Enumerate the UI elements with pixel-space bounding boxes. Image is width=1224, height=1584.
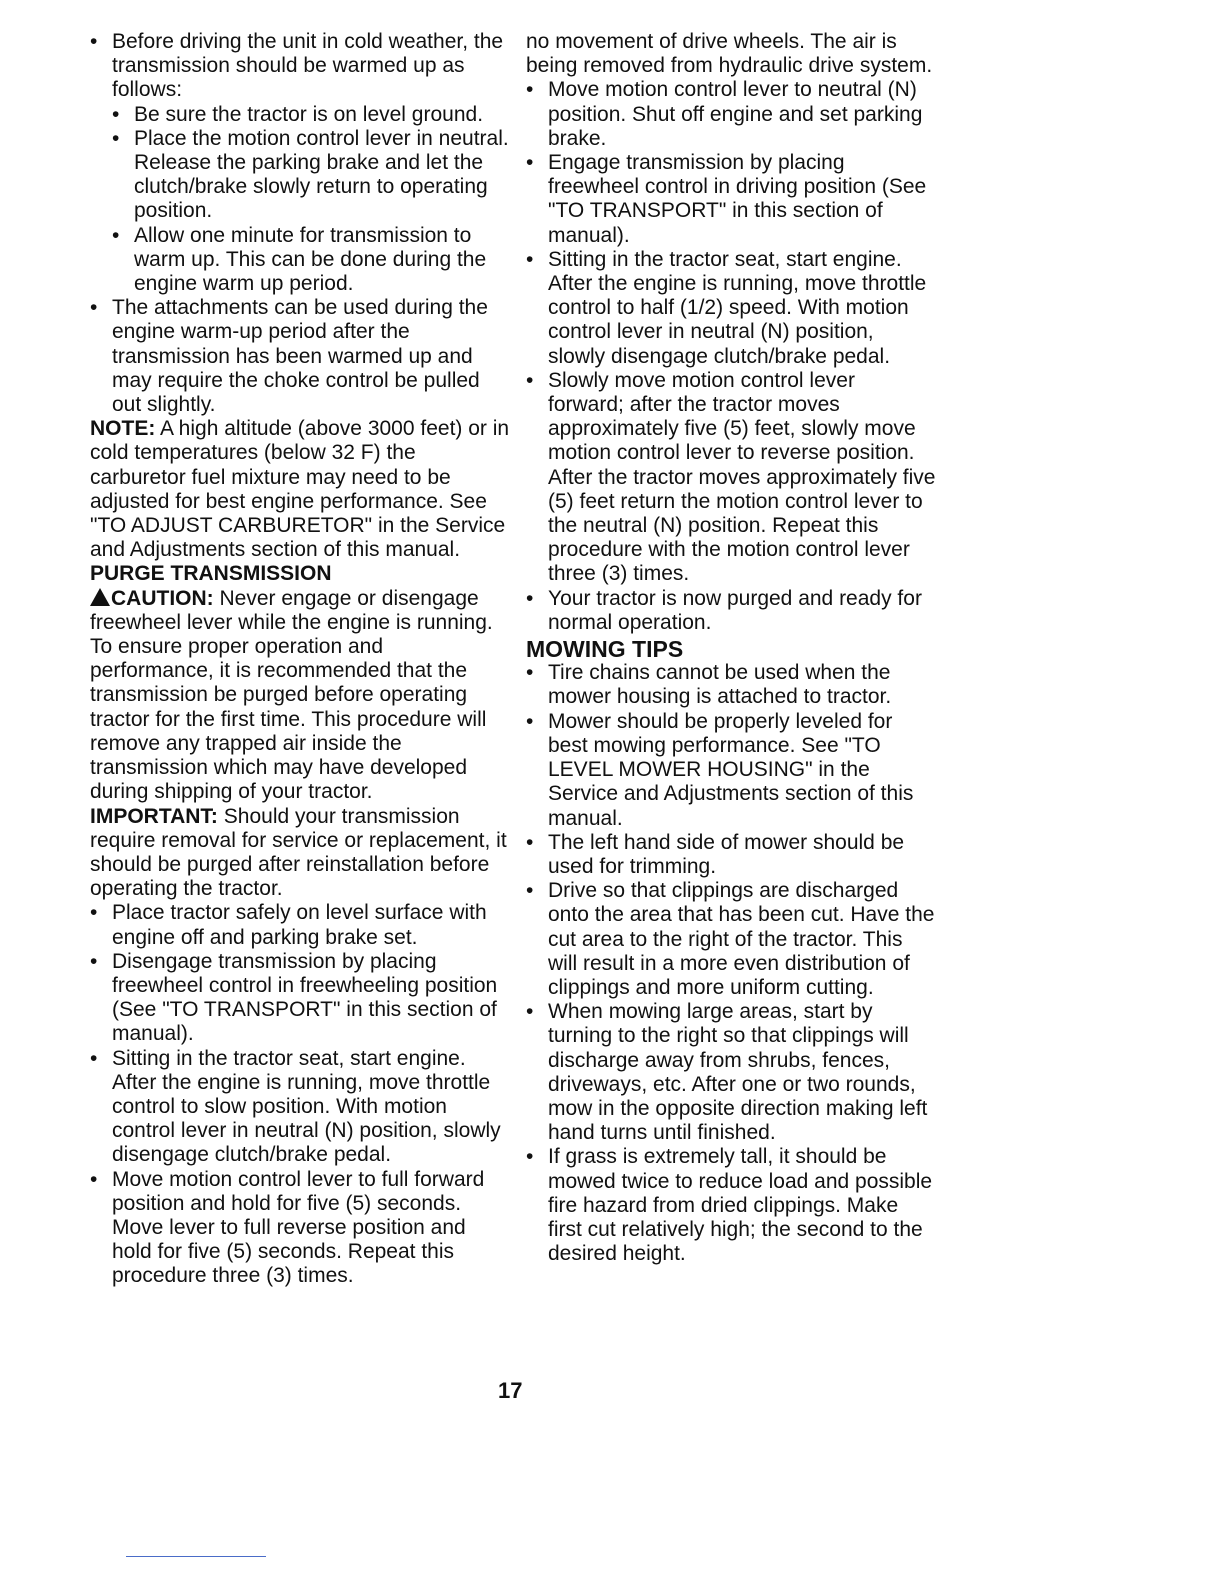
- list-item: [90, 901, 510, 949]
- purge-steps-list: [90, 901, 510, 1288]
- list-item-text: When mowing large areas, start by turning to the right so that clippings will discharge away from shrubs, fences, driveways, etc. After one or two rounds, mow in the opposite direction making left hand turns until finished.: [548, 1000, 928, 1145]
- list-item-text: Engage transmission by placing freewheel control in driving position (See "TO TRANSPORT" in this section of manual).: [548, 151, 927, 247]
- list-item-text: Slowly move motion control lever forward; after the tractor moves approximately five (5) feet, slowly move motion control lever to reverse position. After the tractor moves approximately five (5) feet return the motion control lever to the neutral (N) position. Repeat this procedure with the motion control lever three (3) times.: [548, 368, 936, 586]
- list-item-text: If grass is extremely tall, it should be mowed twice to reduce load and possible fire hazard from dried clippings. Make first cut relatively high; the second to the desired height.: [548, 1145, 933, 1266]
- sub-list-item: [90, 103, 510, 127]
- list-item: [526, 831, 936, 879]
- important-paragraph: [90, 805, 510, 902]
- caution-label: CAUTION:: [111, 586, 214, 610]
- caution-text: Never engage or disengage freewheel lever while the engine is running.: [90, 586, 493, 634]
- list-item-text: Sitting in the tractor seat, start engine. After the engine is running, move throttle control to half (1/2) speed. With motion control lever in neutral (N) position, slowly disengage clutch/brake pedal.: [548, 247, 927, 368]
- warning-triangle-icon: [90, 588, 110, 606]
- continued-text: no movement of drive wheels. The air is being removed from hydraulic drive system.: [526, 30, 933, 78]
- list-item-text: The left hand side of mower should be used for trimming.: [548, 830, 905, 878]
- mowing-tips-list: [526, 661, 936, 1266]
- page-number: 17: [498, 1378, 523, 1403]
- list-item-text: Allow one minute for transmission to warm up. This can be done during the engine warm up period.: [134, 223, 487, 296]
- list-item: [90, 1047, 510, 1168]
- note-text: A high altitude (above 3000 feet) or in cold temperatures (below 32 F) the carburetor fuel mixture may need to be adjusted for best engine performance. See "TO ADJUST CARBURETOR" in the Service and Adjustments section of this manual.: [90, 417, 510, 562]
- mowing-tips-heading: MOWING TIPS: [526, 636, 684, 663]
- important-label: IMPORTANT:: [90, 804, 218, 828]
- list-item: [90, 30, 510, 103]
- list-item-text: Tire chains cannot be used when the mower housing is attached to tractor.: [548, 661, 892, 709]
- left-column: [90, 30, 510, 1289]
- note-paragraph: [90, 417, 510, 562]
- purge-steps-continued-list: [526, 78, 936, 635]
- list-item-text: Your tractor is now purged and ready for normal operation.: [548, 586, 922, 634]
- list-item-text: Be sure the tractor is on level ground.: [134, 102, 484, 126]
- list-item: [526, 78, 936, 151]
- list-item: [526, 661, 936, 709]
- cold-weather-list: [90, 30, 510, 417]
- list-item: [526, 587, 936, 635]
- footer-rule: [126, 1556, 266, 1557]
- list-item: [526, 151, 936, 248]
- list-item-text: Move motion control lever to full forward position and hold for five (5) seconds. Move lever to full reverse position and hold for five (5) seconds. Repeat this procedure three (3) times.: [112, 1167, 485, 1288]
- purge-paragraph: To ensure proper operation and performance, it is recommended that the transmission be purged before operating tractor for the first time. This procedure will remove any trapped air inside the transmission which may have developed during shipping of your tractor.: [90, 635, 487, 804]
- right-column: [526, 30, 936, 1266]
- list-item-text: Place tractor safely on level surface with engine off and parking brake set.: [112, 901, 487, 949]
- list-item-text: Place the motion control lever in neutral. Release the parking brake and let the clutch/brake slowly return to operating position.: [134, 126, 509, 223]
- list-item-text: Before driving the unit in cold weather, the transmission should be warmed up as follows:: [112, 30, 504, 102]
- list-item: [526, 710, 936, 831]
- caution-paragraph: [90, 587, 510, 635]
- list-item-text: The attachments can be used during the engine warm-up period after the transmission has been warmed up and may require the choke control be pulled out slightly.: [112, 296, 488, 417]
- list-item: [90, 296, 510, 417]
- list-item: [526, 1145, 936, 1266]
- important-text: Should your transmission require removal for service or replacement, it should be purged after reinstallation before operating the tractor.: [90, 804, 507, 901]
- list-item: [526, 879, 936, 1000]
- sub-list-item: [90, 224, 510, 297]
- list-item-text: Sitting in the tractor seat, start engine. After the engine is running, move throttle control to slow position. With motion control lever in neutral (N) position, slowly disengage clutch/brake pedal.: [112, 1046, 501, 1167]
- list-item-text: Disengage transmission by placing freewheel control in freewheeling position (See "TO TRANSPORT" in this section of manual).: [112, 949, 498, 1046]
- list-item-text: Mower should be properly leveled for best mowing performance. See "TO LEVEL MOWER HOUSING" in the Service and Adjustments section of this manual.: [548, 709, 914, 830]
- list-item: [526, 248, 936, 369]
- note-label: NOTE:: [90, 417, 156, 441]
- list-item: [90, 1168, 510, 1289]
- list-item-text: Drive so that clippings are discharged onto the area that has been cut. Have the cut area to the right of the tractor. This will result in a more even distribution of clippings and more uniform cutting.: [548, 879, 935, 999]
- list-item-text: Move motion control lever to neutral (N) position. Shut off engine and set parking brake.: [548, 78, 923, 150]
- purge-heading: PURGE TRANSMISSION: [90, 562, 332, 586]
- list-item: [526, 1000, 936, 1145]
- sub-list-item: [90, 127, 510, 224]
- list-item: [526, 369, 936, 587]
- list-item: [90, 950, 510, 1047]
